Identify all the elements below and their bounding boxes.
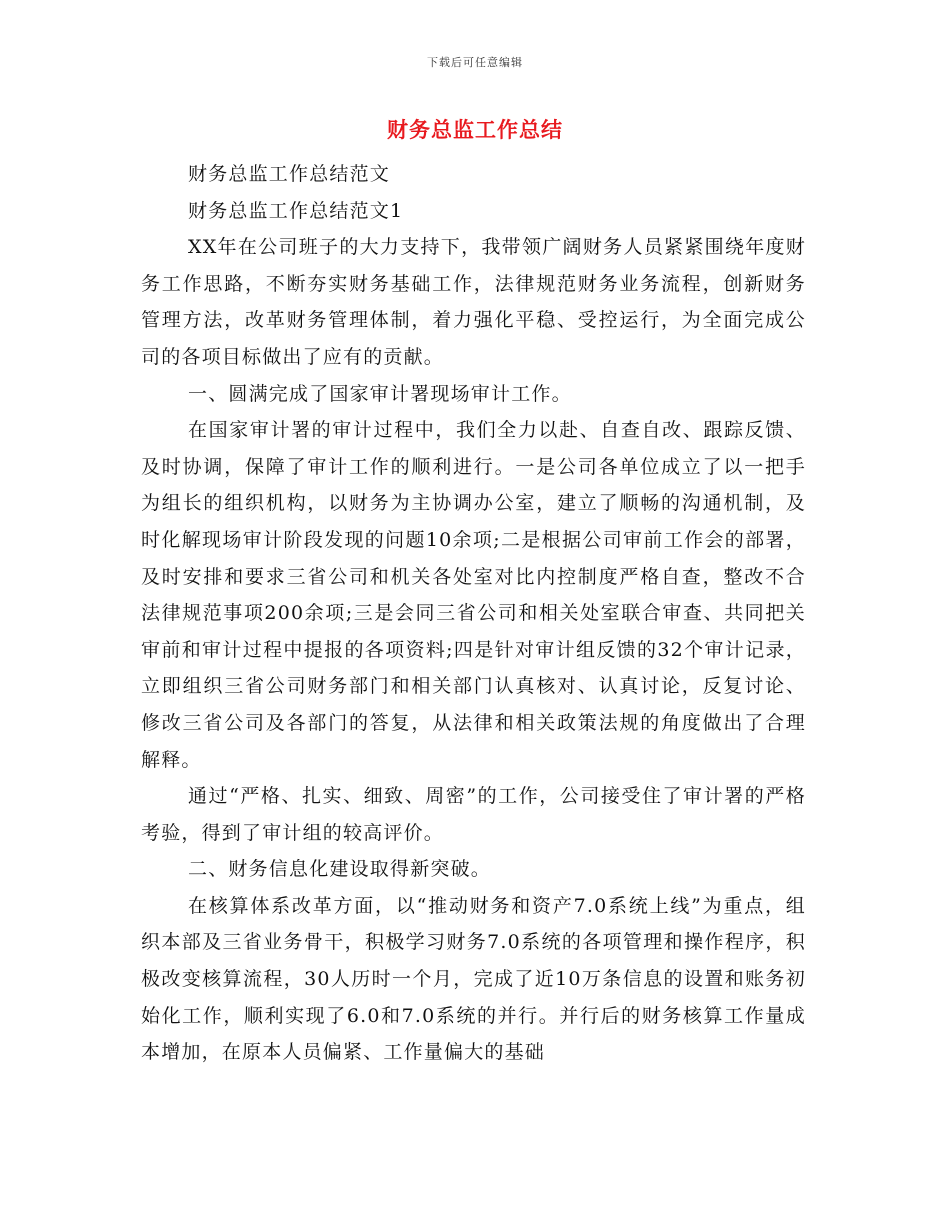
- header-note: 下载后可任意编辑: [427, 56, 523, 69]
- body-paragraph: 通过“严格、扎实、细致、周密”的工作，公司接受住了审计署的严格考验，得到了审计组的较高评价。: [141, 785, 806, 844]
- subtitle-paragraph: 财务总监工作总结范文: [188, 163, 391, 185]
- document-body: [141, 156, 806, 1071]
- body-paragraph: XX年在公司班子的大力支持下，我带领广阔财务人员紧紧围绕年度财务工作思路，不断夯实财务基础工作，法律规范财务业务流程，创新财务管理方法，改革财务管理体制，着力强化平稳、受控运行，为全面完成公司的各项目标做出了应有的贡献。: [141, 236, 806, 368]
- section-heading: 二、财务信息化建设取得新突破。: [188, 858, 492, 881]
- body-paragraph: 在国家审计署的审计过程中，我们全力以赴、自查自改、跟踪反馈、及时协调，保障了审计工作的顺利进行。一是公司各单位成立了以一把手为组长的组织机构，以财务为主协调办公室，建立了顺畅的沟通机制，及时化解现场审计阶段发现的问题10余项;二是根据公司审前工作会的部署，及时安排和要求三省公司和机关各处室对比内控制度严格自查，整改不合法律规范事项200余项;三是会同三省公司和相关处室联合审查、共同把关审前和审计过程中提报的各项资料;四是针对审计组反馈的32个审计记录，立即组织三省公司财务部门和相关部门认真核对、认真讨论，反复讨论、修改三省公司及各部门的答复，从法律和相关政策法规的角度做出了合理解释。: [141, 419, 806, 771]
- body-paragraph: 在核算体系改革方面，以“推动财务和资产7.0系统上线”为重点，组织本部及三省业务骨干，积极学习财务7.0系统的各项管理和操作程序，积极改变核算流程，30人历时一个月，完成了近10万条信息的设置和账务初始化工作，顺利实现了6.0和7.0系统的并行。并行后的财务核算工作量成本增加，在原本人员偏紧、工作量偏大的基础: [141, 894, 806, 1064]
- subtitle-paragraph: 财务总监工作总结范文1: [188, 199, 404, 222]
- section-heading: 一、圆满完成了国家审计署现场审计工作。: [188, 382, 572, 405]
- document-title: 财务总监工作总结: [387, 117, 563, 142]
